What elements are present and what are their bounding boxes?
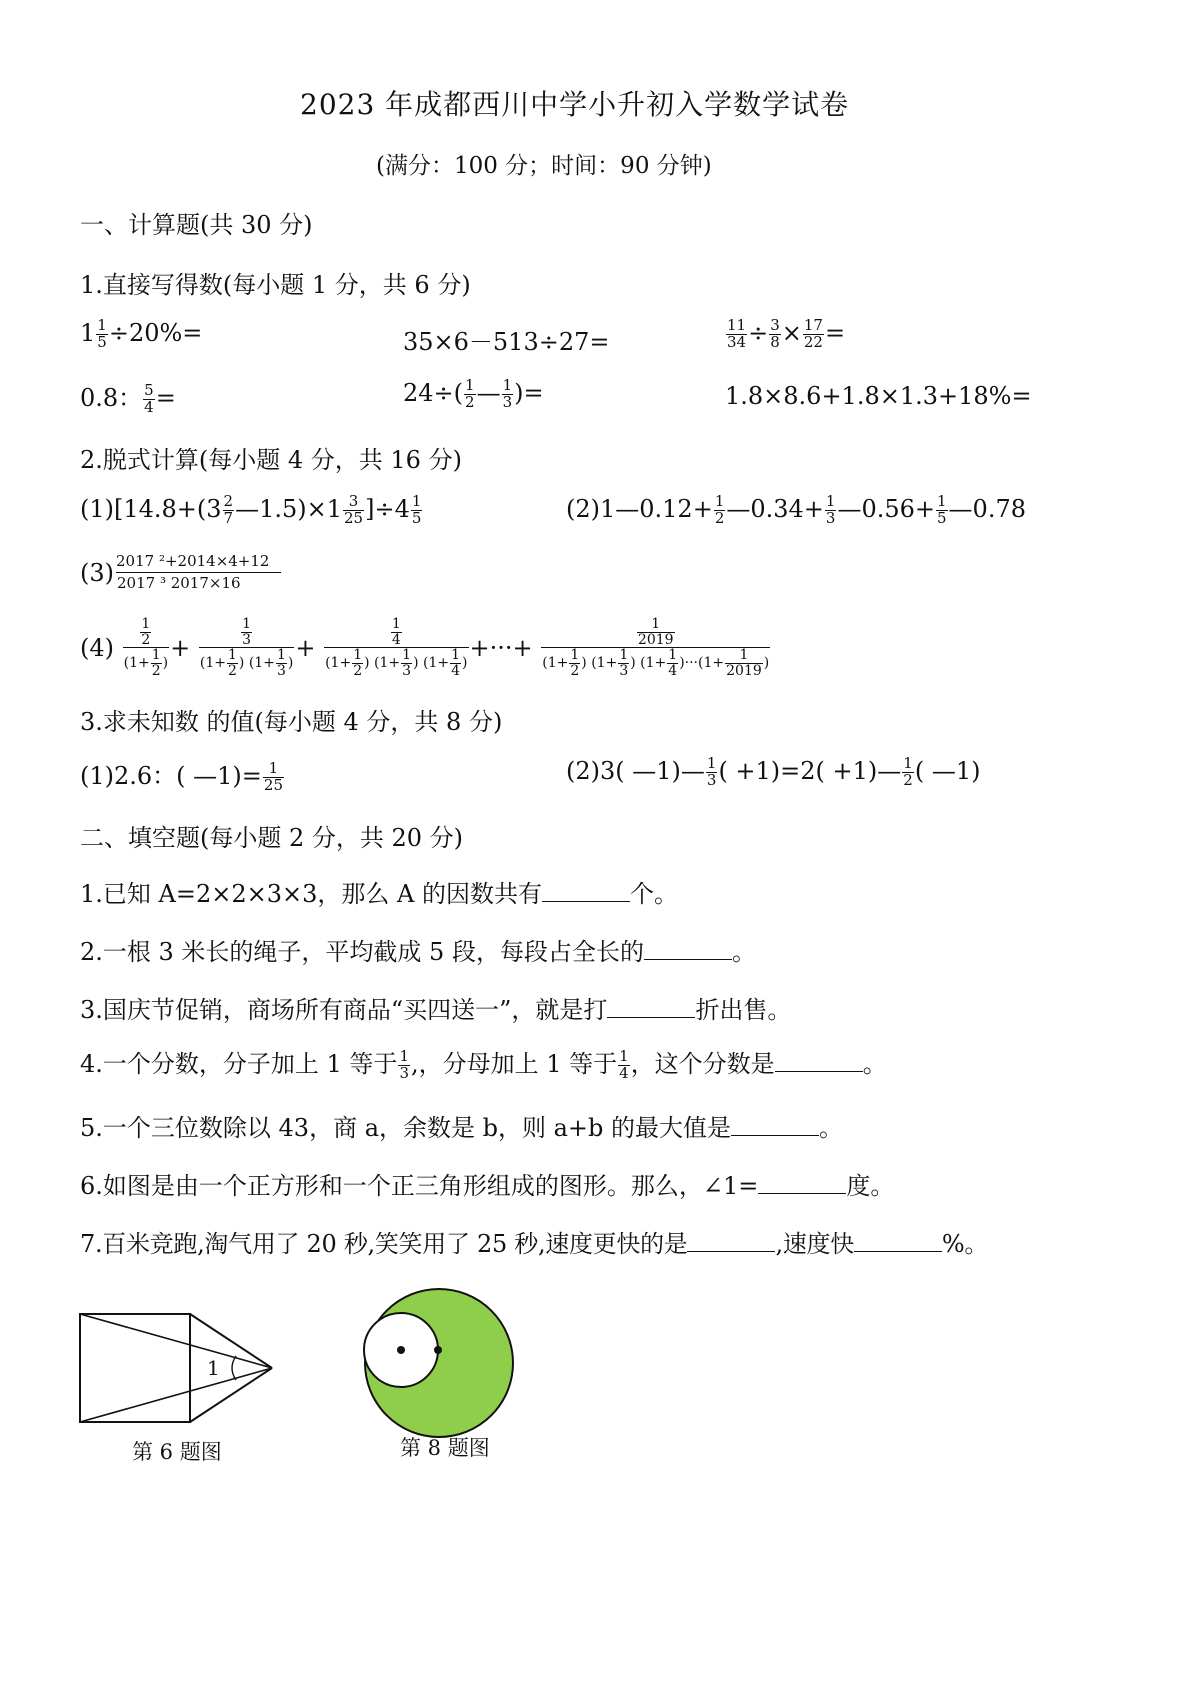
calc-item-b2: 24÷( $\frac{1}{2}$ — $\frac{1}{3}$ )= xyxy=(403,376,544,411)
fraction: $\frac{1}{3}$ xyxy=(706,754,717,789)
series-term-last: $\frac{1}{2019}$ (1+ $\frac{1}{2}$ ) (1+ $\frac{1}{3}$ ) (1+ $\frac{1}{4}$ )···(1+ $\frac{1}{2019}$ ) xyxy=(542,616,770,680)
fraction: $\frac{1}{2}$ xyxy=(903,754,913,789)
fraction: $\frac{1}{2}$ xyxy=(714,492,725,527)
calc-item-a3: $\frac{11}{34}$ ÷ $\frac{3}{8}$ × $\frac{17}{22}$ = xyxy=(727,316,846,351)
fraction: $\frac{5}{4}$ xyxy=(144,381,154,416)
fraction: $\frac{3}{25}$ xyxy=(344,492,364,527)
answer-blank[interactable] xyxy=(542,879,630,902)
fill-question-4: 4.一个分数，分子加上 1 等于 $\frac{1}{3}$ ,，分母加上 1 等于 $\frac{1}{4}$ ，这个分数是 。 xyxy=(80,1047,887,1082)
calc-item-a2: 35×6－513÷27= xyxy=(403,328,610,356)
question-heading-3: 3.求未知数 的值(每小题 4 分，共 8 分) xyxy=(80,708,503,736)
answer-blank[interactable] xyxy=(687,1229,775,1252)
fraction: $\frac{1}{3}$ xyxy=(399,1047,409,1082)
fraction: $\frac{\text{2017 ²+2014×4+12}}{\text{2017 ³ 2017×16}}$ xyxy=(116,554,281,592)
fill-question-6: 6.如图是由一个正方形和一个正三角形组成的图形。那么，∠1= 度。 xyxy=(80,1172,895,1200)
series-term-1: $\frac{1}{2}$ (1+ $\frac{1}{2}$ ) xyxy=(123,616,169,680)
fraction: $\frac{1}{5}$ xyxy=(937,492,947,527)
angle-arc xyxy=(232,1356,236,1380)
triangle-edge xyxy=(190,1314,272,1368)
section-heading-calc: 一、计算题(共 30 分) xyxy=(80,211,313,239)
fraction: $\frac{3}{8}$ xyxy=(770,316,780,351)
fill-question-3: 3.国庆节促销，商场所有商品“买四送一”，就是打 折出售。 xyxy=(80,996,792,1024)
fraction: $\frac{1}{25}$ xyxy=(263,759,283,794)
figure-8-caption: 第 8 题图 xyxy=(400,1436,490,1460)
triangle-edge xyxy=(190,1368,272,1422)
fraction: $\frac{17}{22}$ xyxy=(803,316,823,351)
answer-blank[interactable] xyxy=(644,937,732,960)
answer-blank[interactable] xyxy=(775,1049,863,1072)
answer-blank[interactable] xyxy=(731,1113,819,1136)
fill-question-2: 2.一根 3 米长的绳子，平均截成 5 段，每段占全长的 。 xyxy=(80,938,756,966)
figure-6-caption: 第 6 题图 xyxy=(132,1440,222,1464)
answer-blank[interactable] xyxy=(758,1171,846,1194)
figure-6-square-triangle xyxy=(76,1310,286,1430)
fraction: $\frac{1}{3}$ xyxy=(502,376,513,411)
question-heading-1: 1.直接写得数(每小题 1 分，共 6 分) xyxy=(80,271,471,299)
fraction: $\frac{1}{5}$ xyxy=(411,492,422,527)
small-circle-center-dot xyxy=(397,1346,405,1354)
series-term-2: $\frac{1}{3}$ (1+ $\frac{1}{2}$ ) (1+ $\frac{1}{3}$ ) xyxy=(199,616,294,680)
page-title: 2023 年成都西川中学小升初入学数学试卷 xyxy=(300,88,850,121)
section-heading-fill: 二、填空题(每小题 2 分，共 20 分) xyxy=(80,824,464,852)
calc-item-b3: 1.8×8.6+1.8×1.3+18%= xyxy=(725,382,1032,410)
fraction: $\frac{1}{5}$ xyxy=(97,316,107,351)
page-subtitle: (满分：100 分；时间：90 分钟) xyxy=(376,153,712,179)
fraction: $\frac{1}{2}$ xyxy=(465,376,475,411)
series-term-3: $\frac{1}{4}$ (1+ $\frac{1}{2}$ ) (1+ $\frac{1}{3}$ ) (1+ $\frac{1}{4}$ ) xyxy=(325,616,468,680)
expr-item-2: (2)1—0.12+ $\frac{1}{2}$ —0.34+ $\frac{1}{3}$ —0.56+ $\frac{1}{5}$ —0.78 xyxy=(566,492,1026,527)
calc-item-a1: 1 $\frac{1}{5}$ ÷20%= xyxy=(80,316,203,351)
answer-blank[interactable] xyxy=(607,995,695,1018)
calc-item-b1: 0.8： $\frac{5}{4}$ = xyxy=(80,381,176,416)
fraction: $\frac{1}{4}$ xyxy=(619,1047,629,1082)
large-circle-center-dot xyxy=(434,1346,442,1354)
fraction: $\frac{11}{34}$ xyxy=(727,316,747,351)
expr-item-4: (4) $\frac{1}{2}$ (1+ $\frac{1}{2}$ ) + $\frac{1}{3}$ (1+ $\frac{1}{2}$ ) (1+ $\frac{1}{3}$ ) + $\frac{1}{4}$ (1+ $\frac{1}{2}$ ) (1+ $\frac{1}{3}$ ) (1+ $\frac{1}{4}$ ) +···+ $\frac{1}{2019}$ (1+ $\frac{1}{2}$ ) (1+ $\frac{1}{3}$ ) (1+ $\frac{1}{4}$ )···(1+ $\frac{1}{2019}$ ) xyxy=(80,616,770,680)
unknown-item-1: (1)2.6：( —1)= $\frac{1}{25}$ xyxy=(80,759,283,794)
figure-8-circles xyxy=(360,1284,520,1444)
unknown-item-2: (2)3( —1)— $\frac{1}{3}$ ( +1)=2( +1)— $\frac{1}{2}$ ( —1) xyxy=(566,754,981,789)
expr-item-1: (1)[14.8+(3 $\frac{2}{7}$ —1.5)×1 $\frac{3}{25}$ ]÷4 $\frac{1}{5}$ xyxy=(80,492,422,527)
fill-question-7: 7.百米竞跑,淘气用了 20 秒,笑笑用了 25 秒,速度更快的是 ,速度快 %。 xyxy=(80,1230,989,1258)
diagonal-line xyxy=(80,1314,272,1368)
fraction: $\frac{2}{7}$ xyxy=(223,492,234,527)
fill-question-1: 1.已知 A=2×2×3×3，那么 A 的因数共有 个。 xyxy=(80,880,678,908)
angle-label: 1 xyxy=(207,1356,220,1380)
answer-blank[interactable] xyxy=(854,1229,942,1252)
expr-item-3: (3) $\frac{\text{2017 ²+2014×4+12}}{\text{2017 ³ 2017×16}}$ xyxy=(80,554,282,592)
diagonal-line xyxy=(80,1368,272,1422)
fraction: $\frac{1}{3}$ xyxy=(825,492,836,527)
fill-question-5: 5.一个三位数除以 43，商 a，余数是 b，则 a+b 的最大值是 。 xyxy=(80,1114,844,1142)
question-heading-2: 2.脱式计算(每小题 4 分，共 16 分) xyxy=(80,446,462,474)
